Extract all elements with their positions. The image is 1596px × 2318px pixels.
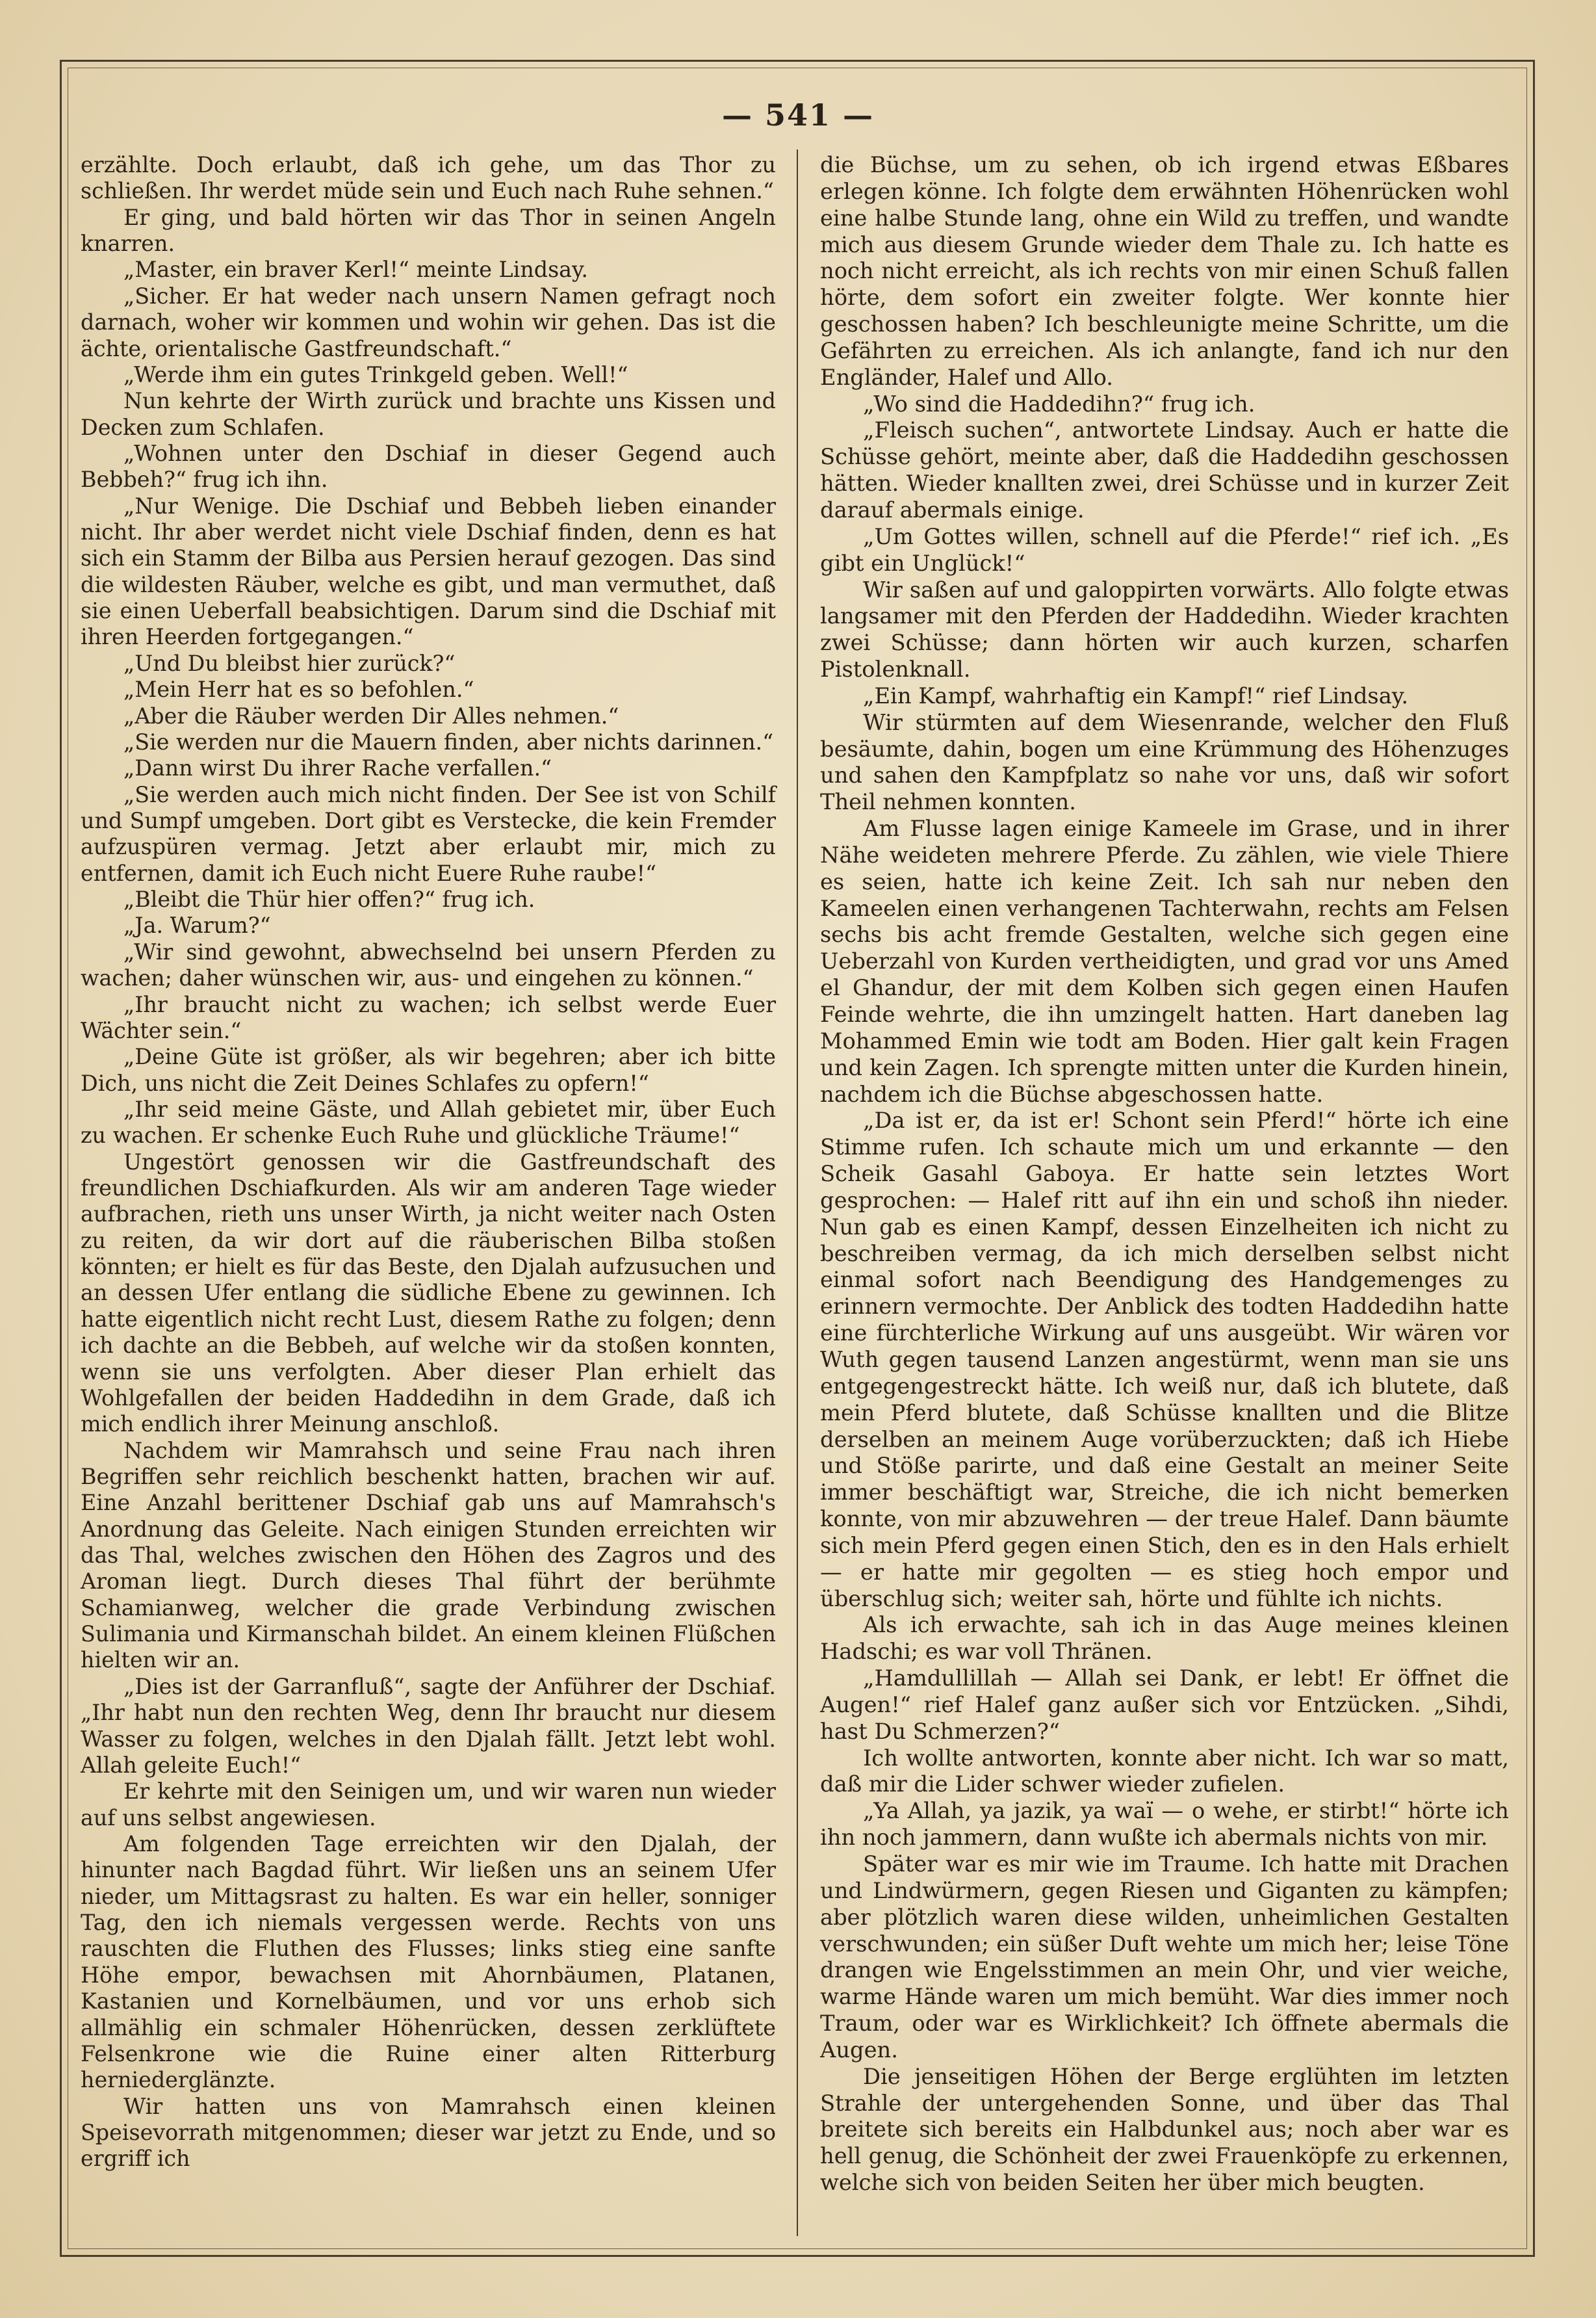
paragraph: „Wohnen unter den Dschiaf in dieser Gegend auch Bebbeh?“ frug ich ihn.	[81, 440, 776, 493]
paragraph: „Deine Güte ist größer, als wir begehren; aber ich bitte Dich, uns nicht die Zeit Deines Schlafes zu opfern!“	[81, 1044, 776, 1096]
paragraph: „Sicher. Er hat weder nach unsern Namen gefragt noch darnach, woher wir kommen und wohin wir gehen. Das ist die ächte, orientalische Gastfreundschaft.“	[81, 283, 776, 361]
paragraph: „Nur Wenige. Die Dschiaf und Bebbeh lieben einander nicht. Ihr aber werdet nicht viele Dschiaf finden, denn es hat sich ein Stamm der Bilba aus Persien herauf gezogen. Das sind die wildesten Räuber, welche es gibt, und man vermuthet, daß sie einen Ueberfall beabsichtigen. Darum sind die Dschiaf mit ihren Heerden fortgegangen.“	[81, 493, 776, 650]
paragraph: „Ya Allah, ya jazik, ya waï — o wehe, er stirbt!“ hörte ich ihn noch jammern, dann wußte ich abermals nichts von mir.	[820, 1798, 1509, 1851]
paragraph: Nun kehrte der Wirth zurück und brachte uns Kissen und Decken zum Schlafen.	[81, 388, 776, 440]
paragraph: „Sie werden auch mich nicht finden. Der See ist von Schilf und Sumpf umgeben. Dort gibt es Verstecke, die kein Fremder aufzuspüren vermag. Jetzt aber erlaubt mir, mich zu entfernen, damit ich Euch nicht Euere Ruhe raube!“	[81, 781, 776, 886]
paragraph: „Fleisch suchen“, antwortete Lindsay. Auch er hatte die Schüsse gehört, meinte aber, daß die Haddedihn geschossen hätten. Wieder knallten zwei, drei Schüsse und in kurzer Zeit darauf abermals einige.	[820, 417, 1509, 523]
paragraph: Nachdem wir Mamrahsch und seine Frau nach ihren Begriffen sehr reichlich beschenkt hatten, brachen wir auf. Eine Anzahl berittener Dschiaf gab uns auf Mamrahsch's Anordnung das Geleite. Nach einigen Stunden erreichten wir das Thal, welches zwischen den Höhen des Zagros und des Aroman liegt. Durch dieses Thal führt der berühmte Schamianweg, welcher die grade Verbindung zwischen Sulimania und Kirmanschah bildet. An einem kleinen Flüßchen hielten wir an.	[81, 1437, 776, 1673]
paragraph: Er ging, und bald hörten wir das Thor in seinen Angeln knarren.	[81, 204, 776, 257]
paragraph: „Wir sind gewohnt, abwechselnd bei unsern Pferden zu wachen; daher wünschen wir, aus- und eingehen zu können.“	[81, 939, 776, 991]
paragraph: Am folgenden Tage erreichten wir den Djalah, der hinunter nach Bagdad führt. Wir ließen uns an seinem Ufer nieder, um Mittagsrast zu halten. Es war ein heller, sonniger Tag, den ich niemals vergessen werde. Rechts von uns rauschten die Fluthen des Flusses; links stieg eine sanfte Höhe empor, bewachsen mit Ahornbäumen, Platanen, Kastanien und Kornelbäumen, und vor uns erhob sich allmählig ein schmaler Höhenrücken, dessen zerklüftete Felsenkrone wie die Ruine einer alten Ritterburg herniederglänzte.	[81, 1831, 776, 2093]
paragraph: „Mein Herr hat es so befohlen.“	[123, 677, 474, 703]
paragraph: „Aber die Räuber werden Dir Alles nehmen.“	[123, 703, 619, 729]
paragraph: „Sie werden nur die Mauern finden, aber nichts darinnen.“	[123, 729, 774, 755]
paragraph: Wir hatten uns von Mamrahsch einen kleinen Speisevorrath mitgenommen; dieser war jetzt zu Ende, und so ergriff ich	[81, 2093, 776, 2172]
paragraph: Er kehrte mit den Seinigen um, und wir waren nun wieder auf uns selbst angewiesen.	[81, 1778, 776, 1830]
paragraph: „Wo sind die Haddedihn?“ frug ich.	[863, 391, 1255, 417]
column-divider	[797, 150, 798, 2236]
paragraph: Ungestört genossen wir die Gastfreundschaft des freundlichen Dschiafkurden. Als wir am anderen Tage wieder aufbrachen, rieth uns unser Wirth, ja nicht weiter nach Osten zu reiten, da wir dort auf die räuberischen Bilba stoßen könnten; er hielt es für das Beste, den Djalah aufzusuchen und an dessen Ufer entlang die südliche Ebene zu gewinnen. Ich hatte eigentlich nicht recht Lust, diesem Rathe zu folgen; denn ich dachte an die Bebbeh, auf welche wir da stoßen konnten, wenn sie uns verfolgten. Aber dieser Plan erhielt das Wohlgefallen der beiden Haddedihn in dem Grade, daß ich mich endlich ihrer Meinung anschloß.	[81, 1149, 776, 1437]
paragraph: „Dann wirst Du ihrer Rache verfallen.“	[123, 755, 552, 781]
paragraph: „Werde ihm ein gutes Trinkgeld geben. Well!“	[123, 361, 628, 387]
paragraph: „Und Du bleibst hier zurück?“	[123, 650, 456, 676]
paragraph: „Dies ist der Garranfluß“, sagte der Anführer der Dschiaf. „Ihr habt nun den rechten Weg, denn Ihr braucht nur diesem Wasser zu folgen, welches in den Djalah fällt. Jetzt lebt wohl. Allah geleite Euch!“	[81, 1673, 776, 1778]
paragraph: Wir saßen auf und galoppirten vorwärts. Allo folgte etwas langsamer mit den Pferden der Haddedihn. Wieder krachten zwei Schüsse; dann hörten wir auch kurzen, scharfen Pistolenknall.	[820, 577, 1509, 683]
paragraph: „Ihr braucht nicht zu wachen; ich selbst werde Euer Wächter sein.“	[81, 991, 776, 1043]
paragraph: „Ein Kampf, wahrhaftig ein Kampf!“ rief Lindsay.	[863, 683, 1409, 709]
paragraph: die Büchse, um zu sehen, ob ich irgend etwas Eßbares erlegen könne. Ich folgte dem erwähnten Höhenrücken wohl eine halbe Stunde lang, ohne ein Wild zu treffen, und wandte mich aus diesem Grunde wieder dem Thale zu. Ich hatte es noch nicht erreicht, als ich rechts von mir einen Schuß fallen hörte, dem sofort ein zweiter folgte. Wer konnte hier geschossen haben? Ich beschleunigte meine Schritte, um die Gefährten zu erreichen. Als ich anlangte, fand ich nur den Engländer, Halef und Allo.	[820, 152, 1509, 390]
paragraph: „Bleibt die Thür hier offen?“ frug ich.	[123, 887, 535, 913]
right-column	[820, 152, 1509, 2196]
paragraph: „Ja. Warum?“	[123, 913, 271, 939]
page-number: — 541 —	[721, 98, 875, 133]
paragraph: „Master, ein braver Kerl!“ meinte Lindsay.	[123, 257, 588, 283]
left-column	[81, 152, 776, 2172]
paragraph: erzählte. Doch erlaubt, daß ich gehe, um das Thor zu schließen. Ihr werdet müde sein und Euch nach Ruhe sehnen.“	[81, 152, 776, 204]
paragraph: Am Flusse lagen einige Kameele im Grase, und in ihrer Nähe weideten mehrere Pferde. Zu zählen, wie viele Thiere es seien, hatte ich keine Zeit. Ich sah nur neben den Kameelen einen verhangenen Tachterwahn, rechts am Felsen sechs bis acht fremde Gestalten, welche sich gegen eine Ueberzahl von Kurden vertheidigten, und grad vor uns Amed el Ghandur, der mit dem Kolben sich gegen einen Haufen Feinde wehrte, die ihn umzingelt hatten. Hart daneben lag Mohammed Emin wie todt am Boden. Hier galt kein Fragen und kein Zagen. Ich sprengte mitten unter die Kurden hinein, nachdem ich die Büchse abgeschossen hatte.	[820, 816, 1509, 1107]
paragraph: Als ich erwachte, sah ich in das Auge meines kleinen Hadschi; es war voll Thränen.	[820, 1612, 1509, 1665]
paragraph: „Ihr seid meine Gäste, und Allah gebietet mir, über Euch zu wachen. Er schenke Euch Ruhe und glückliche Träume!“	[81, 1096, 776, 1149]
paragraph: „Da ist er, da ist er! Schont sein Pferd!“ hörte ich eine Stimme rufen. Ich schaute mich um und erkannte — den Scheik Gasahl Gaboya. Er hatte sein letztes Wort gesprochen: — Halef ritt auf ihn ein und schoß ihn nieder. Nun gab es einen Kampf, dessen Einzelheiten ich nicht zu beschreiben vermag, da ich mich derselben selbst nicht einmal sofort nach Beendigung des Handgemenges zu erinnern vermochte. Der Anblick des todten Haddedihn hatte eine fürchterliche Wirkung auf uns ausgeübt. Wir wären vor Wuth gegen tausend Lanzen angestürmt, wenn man sie uns entgegengestreckt hätte. Ich weiß nur, daß ich blutete, daß mein Pferd blutete, daß Schüsse knallten und die Blitze derselben an meinem Auge vorüberzuckten; daß ich Hiebe und Stöße parirte, und daß eine Gestalt an meiner Seite immer beschäftigt war, Streiche, die ich nicht bemerken konnte, von mir abzuwehren — der treue Halef. Dann bäumte sich mein Pferd gegen einen Stich, den es in den Hals erhielt — er hatte mir gegolten — es stieg hoch empor und überschlug sich; weiter sah, hörte und fühlte ich nichts.	[820, 1108, 1509, 1611]
paragraph: Die jenseitigen Höhen der Berge erglühten im letzten Strahle der untergehenden Sonne, und über das Thal breitete sich bereits ein Halbdunkel aus; noch aber war es hell genug, die Schönheit der zwei Frauenköpfe zu erkennen, welche sich von beiden Seiten her über mich beugten.	[820, 2063, 1509, 2196]
paragraph: „Um Gottes willen, schnell auf die Pferde!“ rief ich. „Es gibt ein Unglück!“	[820, 523, 1509, 576]
paragraph: Ich wollte antworten, konnte aber nicht. Ich war so matt, daß mir die Lider schwer wieder zufielen.	[820, 1745, 1509, 1797]
paragraph: Wir stürmten auf dem Wiesenrande, welcher den Fluß besäumte, dahin, bogen um eine Krümmung des Höhenzuges und sahen den Kampfplatz so nahe vor uns, daß wir sofort Theil nehmen konnten.	[820, 709, 1509, 815]
paragraph: Später war es mir wie im Traume. Ich hatte mit Drachen und Lindwürmern, gegen Riesen und Giganten zu kämpfen; aber plötzlich waren diese wilden, unheimlichen Gestalten verschwunden; ein süßer Duft wehte um mich her; leise Töne drangen wie Engelsstimmen an mein Ohr, und vier weiche, warme Hände waren um mich bemüht. War dies immer noch Traum, oder war es Wirklichkeit? Ich öffnete abermals die Augen.	[820, 1851, 1509, 2063]
paragraph: „Hamdullillah — Allah sei Dank, er lebt! Er öffnet die Augen!“ rief Halef ganz außer sich vor Entzücken. „Sihdi, hast Du Schmerzen?“	[820, 1665, 1509, 1744]
